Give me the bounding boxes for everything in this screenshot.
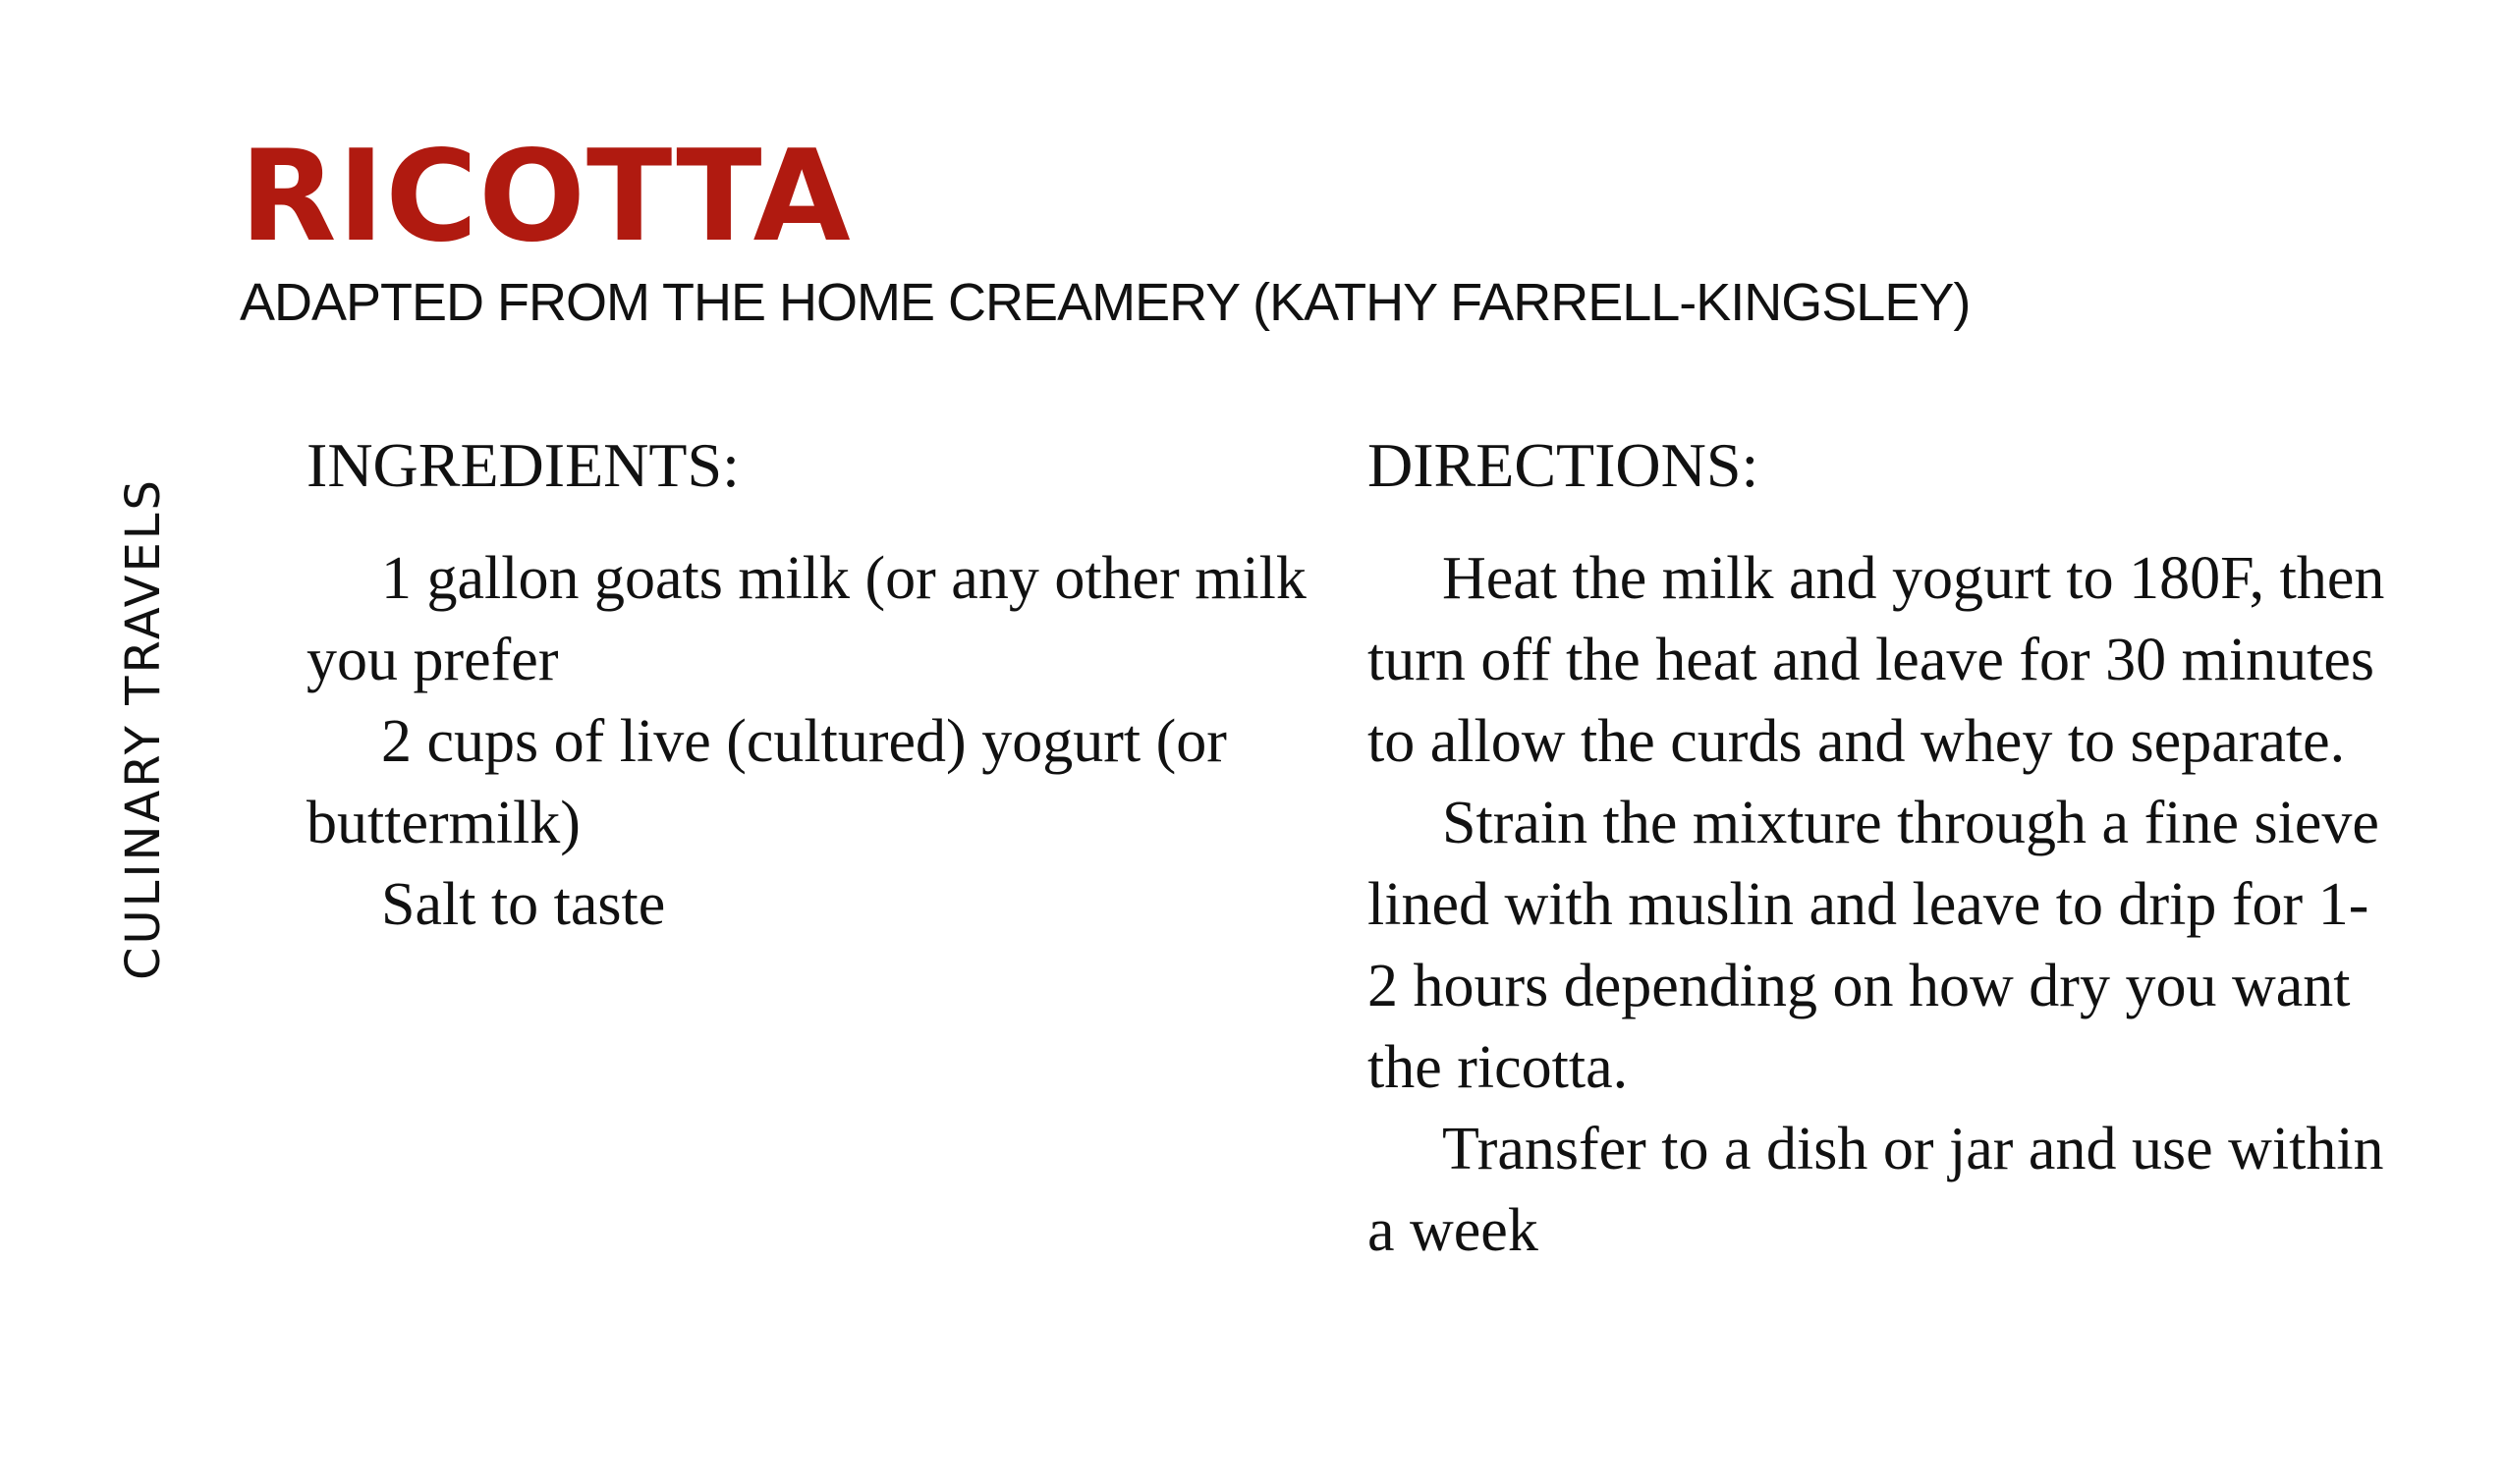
ingredients-list	[306, 538, 1308, 946]
direction-step: Heat the milk and yogurt to 180F, then turn off the heat and leave for 30 minutes to allow the curds and whey to separate.	[1367, 545, 2385, 775]
directions-heading: DIRECTIONS:	[1367, 430, 1759, 500]
side-label: CULINARY TRAVELS	[116, 476, 171, 980]
recipe-subtitle: ADAPTED FROM THE HOME CREAMERY (KATHY FARRELL-KINGSLEY)	[240, 273, 1971, 332]
directions-list	[1367, 538, 2399, 1272]
ingredient-item: 2 cups of live (cultured) yogurt (or buttermilk)	[306, 708, 1227, 856]
ingredient-item: Salt to taste	[381, 871, 666, 938]
ingredients-section	[306, 424, 1308, 938]
directions-section	[1367, 424, 2399, 1264]
recipe-title: RICOTTA	[240, 124, 852, 270]
direction-step: Strain the mixture through a fine sieve lined with muslin and leave to drip for 1-2 hours depending on how dry you want the ricotta.	[1367, 790, 2379, 1101]
ingredient-item: 1 gallon goats milk (or any other milk you prefer	[306, 545, 1307, 693]
ingredients-heading: INGREDIENTS:	[306, 430, 740, 500]
direction-step: Transfer to a dish or jar and use within a week	[1367, 1116, 2384, 1264]
